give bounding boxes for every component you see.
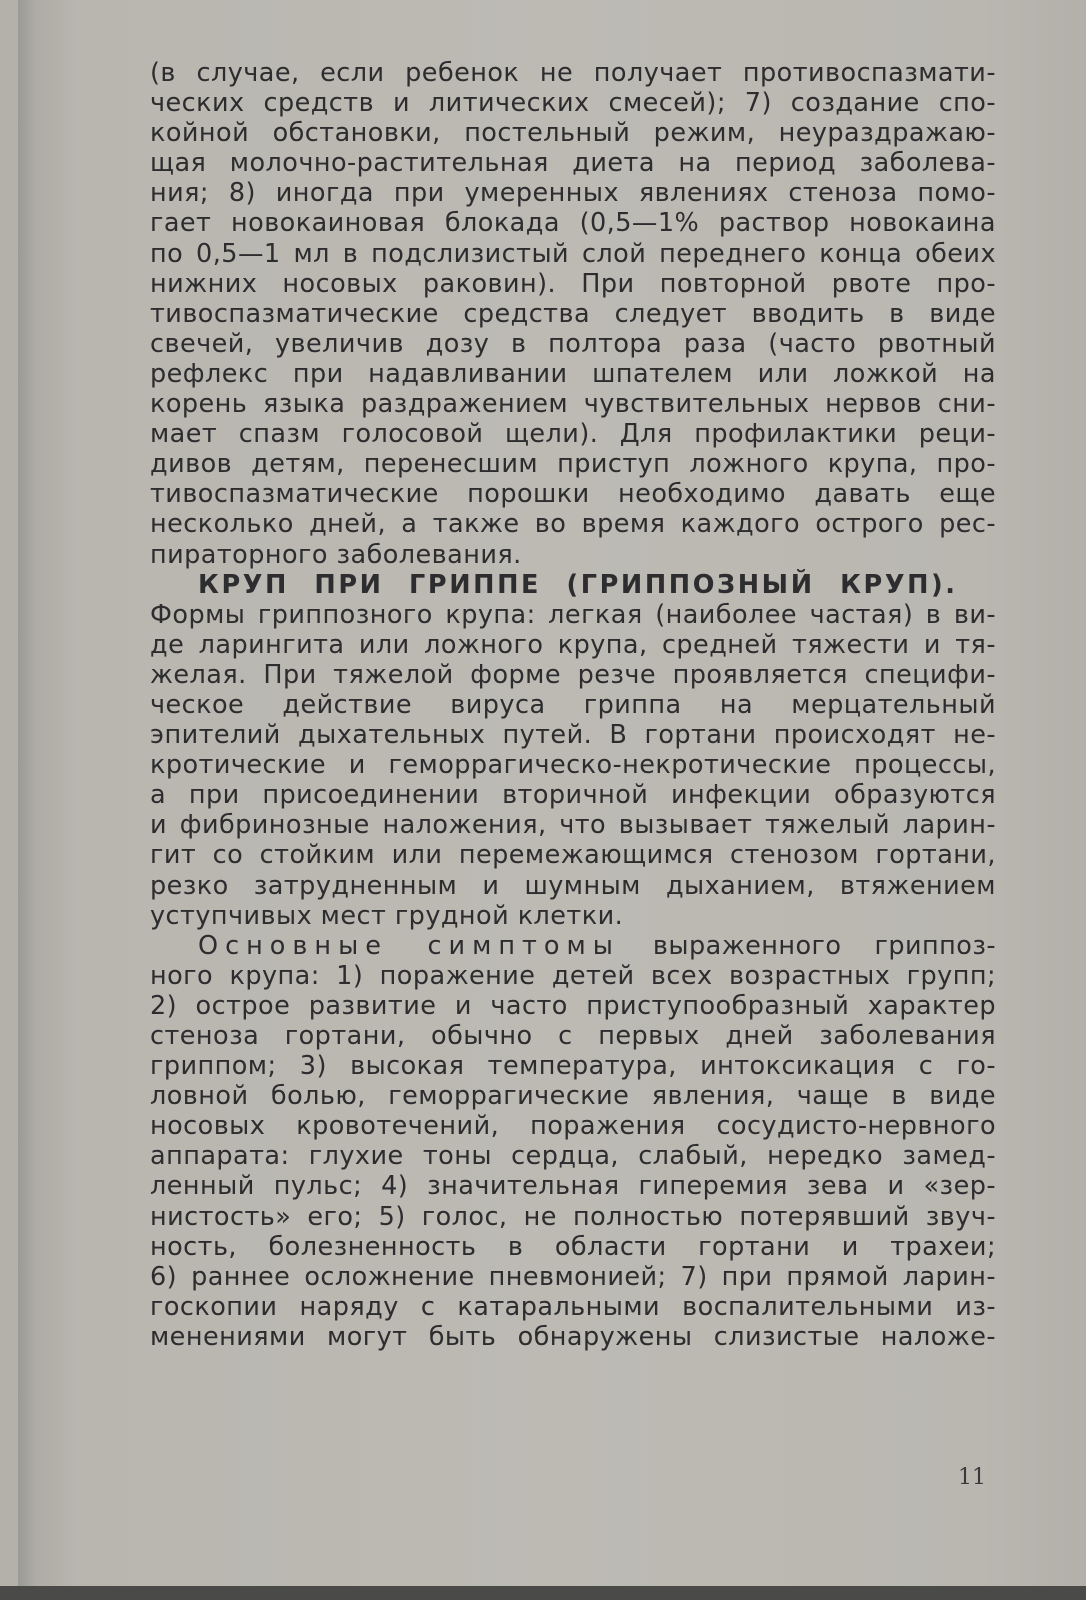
text-line: пираторного заболевания. bbox=[150, 539, 522, 570]
text-line: нижних носовых раковин). При повторной рвоте про- bbox=[150, 268, 996, 299]
text-line: 2) острое развитие и часто приступообразный характер bbox=[150, 990, 996, 1021]
text-line: тивоспазматические средства следует вводить в виде bbox=[150, 298, 996, 329]
text-line: аппарата: глухие тоны сердца, слабый, нередко замед- bbox=[150, 1141, 996, 1172]
text-line: несколько дней, а также во время каждого острого рес- bbox=[150, 509, 996, 540]
text-line: тивоспазматические порошки необходимо давать еще bbox=[150, 479, 996, 510]
text-line: ность, болезненность в области гортани и трахеи; bbox=[150, 1231, 996, 1262]
text-line: (в случае, если ребенок не получает противоспазмати- bbox=[150, 58, 996, 88]
text-line: нистость» его; 5) голос, не полностью потерявший звуч- bbox=[150, 1201, 996, 1232]
body-text bbox=[150, 58, 996, 1352]
text-line: эпителий дыхательных путей. В гортани происходят не- bbox=[150, 720, 996, 751]
text-line: свечей, увеличив дозу в полтора раза (часто рвотный bbox=[150, 328, 996, 359]
text-line: рефлекс при надавливании шпателем или ложкой на bbox=[150, 358, 996, 389]
page-edge-shadow bbox=[0, 1586, 1086, 1600]
text-line: стеноза гортани, обычно с первых дней заболевания bbox=[150, 1021, 996, 1051]
text-line: корень языка раздражением чувствительных нервов сни- bbox=[150, 389, 996, 420]
text-line: уступчивых мест грудной клетки. bbox=[150, 900, 624, 931]
text-line: гит со стойким или перемежающимся стенозом гортани, bbox=[150, 840, 996, 871]
text-line: и фибринозные наложения, что вызывает тяжелый ларин- bbox=[150, 810, 996, 841]
text-line: а при присоединении вторичной инфекции образуются bbox=[150, 780, 996, 811]
text-line: ленный пульс; 4) значительная гиперемия зева и «зер- bbox=[150, 1171, 996, 1202]
text-line: ния; 8) иногда при умеренных явлениях стеноза помо- bbox=[150, 178, 996, 209]
text-line: мает спазм голосовой щели). Для профилактики реци- bbox=[150, 419, 996, 450]
text-line: по 0,5—1 мл в подслизистый слой переднего конца обеих bbox=[150, 238, 996, 269]
text-line: ческих средств и литических смесей); 7) создание спо- bbox=[150, 88, 996, 119]
paragraph-first-line bbox=[150, 931, 996, 961]
text-line: резко затрудненным и шумным дыханием, втяжением bbox=[150, 870, 996, 901]
text-line: ловной болью, геморрагические явления, чаще в виде bbox=[150, 1081, 996, 1112]
text-line: гает новокаиновая блокада (0,5—1% раствор новокаина bbox=[150, 208, 996, 239]
text-line: де ларингита или ложного крупа, средней тяжести и тя- bbox=[150, 629, 996, 660]
text-line: ческое действие вируса гриппа на мерцательный bbox=[150, 689, 996, 720]
page-number: 11 bbox=[958, 1465, 986, 1490]
text-line: Формы гриппозного крупа: легкая (наиболее частая) в ви- bbox=[150, 599, 996, 630]
section-heading: КРУП ПРИ ГРИППЕ (ГРИППОЗНЫЙ КРУП). bbox=[198, 569, 958, 600]
text-line: 6) раннее осложнение пневмонией; 7) при прямой ларин- bbox=[150, 1261, 996, 1292]
text-fragment: выраженного гриппоз- bbox=[652, 930, 996, 961]
text-line: койной обстановки, постельный режим, неураздражаю- bbox=[150, 118, 996, 149]
text-line: кротические и геморрагическо-некротические процессы, bbox=[150, 750, 996, 781]
text-line: ного крупа: 1) поражение детей всех возрастных групп; bbox=[150, 960, 996, 991]
spaced-emphasis: Основные симптомы bbox=[198, 930, 620, 961]
text-line: гриппом; 3) высокая температура, интоксикация с го- bbox=[150, 1051, 996, 1082]
text-line: желая. При тяжелой форме резче проявляется специфи- bbox=[150, 659, 996, 690]
text-line: дивов детям, перенесшим приступ ложного крупа, про- bbox=[150, 449, 996, 480]
text-line: щая молочно-растительная диета на период заболева- bbox=[150, 148, 996, 179]
text-line: менениями могут быть обнаружены слизистые наложе- bbox=[150, 1321, 996, 1352]
text-line: носовых кровотечений, поражения сосудисто-нервного bbox=[150, 1111, 996, 1142]
text-line: госкопии наряду с катаральными воспалительными из- bbox=[150, 1291, 996, 1322]
